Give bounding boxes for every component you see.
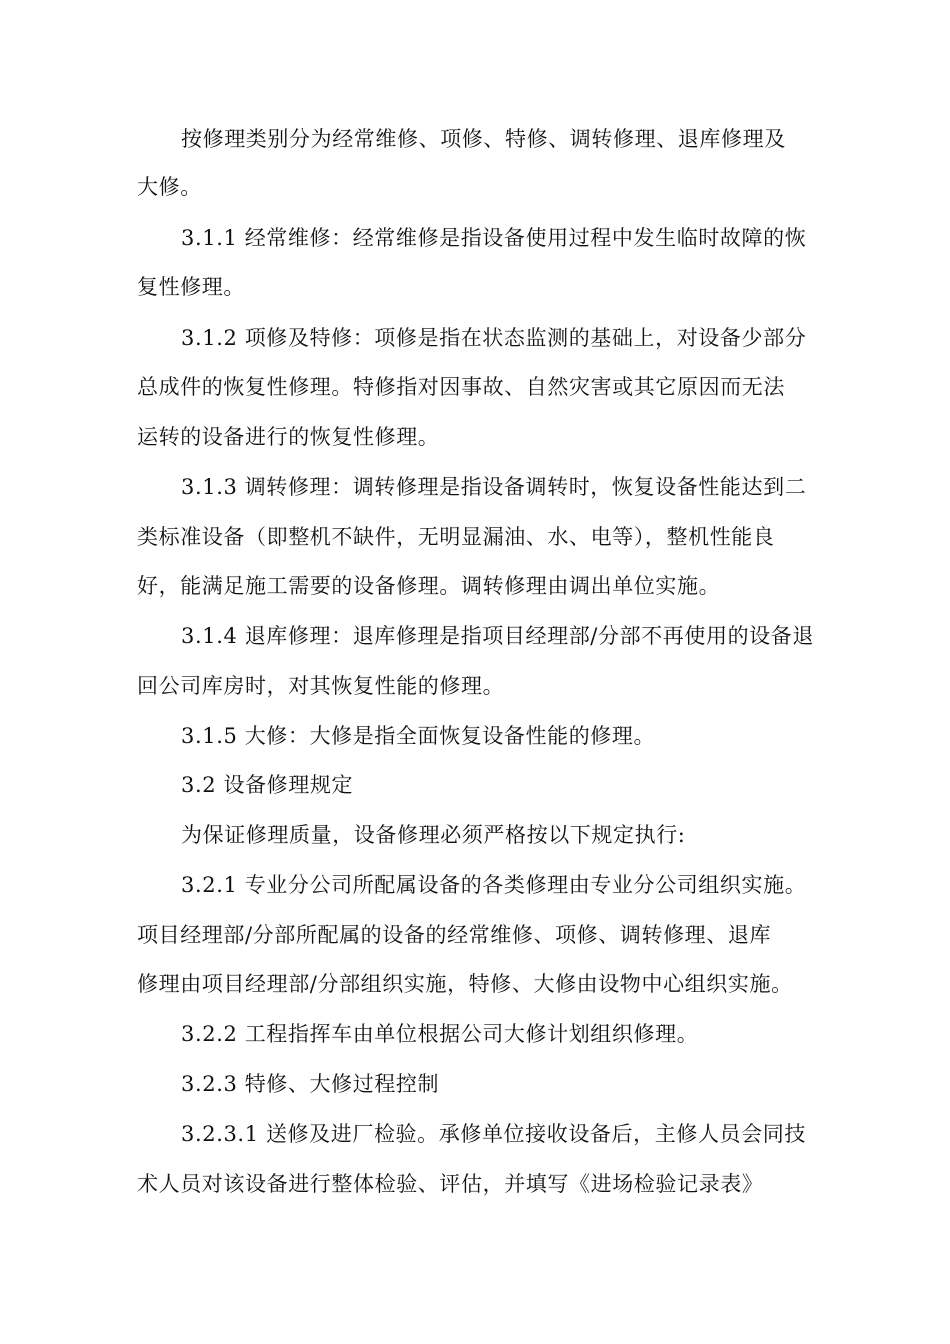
paragraph-line: 术人员对该设备进行整体检验、评估，并填写《进场检验记录表》: [137, 1172, 764, 1196]
paragraph-line: 总成件的恢复性修理。特修指对因事故、自然灾害或其它原因而无法: [137, 375, 785, 399]
paragraph-line: 3.1.1 经常维修：经常维修是指设备使用过程中发生临时故障的恢: [181, 226, 807, 250]
paragraph-line: 3.2.3.1 送修及进厂检验。承修单位接收设备后，主修人员会同技: [181, 1122, 806, 1146]
paragraph-line: 按修理类别分为经常维修、项修、特修、调转修理、退库修理及: [181, 127, 786, 151]
paragraph-line: 3.1.5 大修：大修是指全面恢复设备性能的修理。: [181, 724, 656, 748]
paragraph-line: 为保证修理质量，设备修理必须严格按以下规定执行:: [181, 823, 686, 847]
paragraph-line: 修理由项目经理部/分部组织实施，特修、大修由设物中心组织实施。: [137, 972, 793, 996]
paragraph-line: 3.2.2 工程指挥车由单位根据公司大修计划组织修理。: [181, 1022, 699, 1046]
paragraph-line: 类标准设备（即整机不缺件，无明显漏油、水、电等），整机性能良: [137, 525, 775, 549]
paragraph-line: 好，能满足施工需要的设备修理。调转修理由调出单位实施。: [137, 574, 721, 598]
paragraph-line: 3.2.1 专业分公司所配属设备的各类修理由专业分公司组织实施。: [181, 873, 807, 897]
section-heading: 3.2 设备修理规定: [181, 773, 354, 797]
paragraph-line: 3.1.4 退库修理：退库修理是指项目经理部/分部不再使用的设备退: [181, 624, 814, 648]
paragraph-line: 3.1.2 项修及特修：项修是指在状态监测的基础上，对设备少部分: [181, 326, 807, 350]
paragraph-line: 3.1.3 调转修理：调转修理是指设备调转时，恢复设备性能达到二: [181, 475, 807, 499]
paragraph-line: 复性修理。: [137, 275, 245, 299]
section-heading: 3.2.3 特修、大修过程控制: [181, 1072, 440, 1096]
paragraph-line: 项目经理部/分部所配属的设备的经常维修、项修、调转修理、退库: [137, 923, 772, 947]
paragraph-line: 运转的设备进行的恢复性修理。: [137, 425, 440, 449]
paragraph-line: 大修。: [137, 175, 202, 199]
paragraph-line: 回公司库房时，对其恢复性能的修理。: [137, 674, 505, 698]
